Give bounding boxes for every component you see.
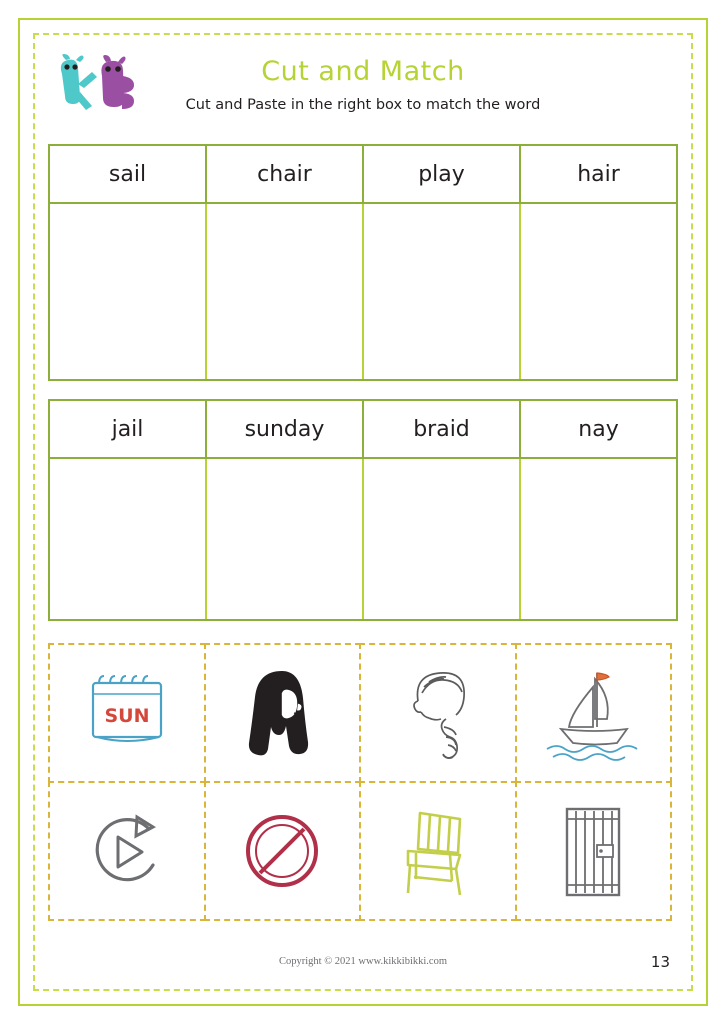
word-table-2 xyxy=(48,399,678,621)
paste-cell[interactable] xyxy=(364,204,521,379)
page-title: Cut and Match xyxy=(261,56,465,87)
paste-row-1 xyxy=(50,204,676,379)
play-replay-icon xyxy=(79,803,175,899)
sun-calendar-icon xyxy=(79,670,175,756)
jail-cell-icon xyxy=(553,801,633,901)
paste-row-2 xyxy=(50,459,676,619)
paste-cell[interactable] xyxy=(50,459,207,619)
word-cell: play xyxy=(364,146,521,204)
word-row-2 xyxy=(50,401,676,459)
page-number: 13 xyxy=(650,953,670,971)
word-cell: sail xyxy=(50,146,207,204)
page-subtitle: Cut and Paste in the right box to match the word xyxy=(185,97,541,113)
worksheet-footer xyxy=(48,953,678,978)
word-table-1 xyxy=(48,144,678,381)
word-cell: sunday xyxy=(207,401,364,459)
paste-cell[interactable] xyxy=(521,459,676,619)
chair-icon xyxy=(390,801,486,901)
svg-text:SUN: SUN xyxy=(104,705,150,727)
kikkibikki-logo xyxy=(56,54,148,116)
paste-cell[interactable] xyxy=(207,204,364,379)
cutout-sailboat[interactable] xyxy=(515,643,673,783)
cutout-play-replay[interactable] xyxy=(48,781,206,921)
cutout-braid-hair[interactable] xyxy=(359,643,517,783)
braid-hair-icon xyxy=(388,663,488,763)
cutout-sun-calendar[interactable] xyxy=(48,643,206,783)
word-row-1 xyxy=(50,146,676,204)
sailboat-icon xyxy=(539,665,647,761)
worksheet-content xyxy=(48,40,678,984)
paste-cell[interactable] xyxy=(364,459,521,619)
long-hair-icon xyxy=(232,663,332,763)
cutout-jail-cell[interactable] xyxy=(515,781,673,921)
worksheet-header xyxy=(48,40,678,132)
cutout-chair[interactable] xyxy=(359,781,517,921)
word-cell: braid xyxy=(364,401,521,459)
cutout-row xyxy=(48,643,678,781)
paste-cell[interactable] xyxy=(521,204,676,379)
cutout-grid xyxy=(48,643,678,919)
paste-cell[interactable] xyxy=(207,459,364,619)
copyright-text: Copyright © 2021 www.kikkibikki.com xyxy=(279,956,447,967)
word-cell: hair xyxy=(521,146,676,204)
word-cell: jail xyxy=(50,401,207,459)
word-cell: chair xyxy=(207,146,364,204)
cutout-row xyxy=(48,781,678,919)
no-entry-icon xyxy=(236,805,328,897)
word-cell: nay xyxy=(521,401,676,459)
paste-cell[interactable] xyxy=(50,204,207,379)
cutout-no-entry[interactable] xyxy=(204,781,362,921)
cutout-long-hair[interactable] xyxy=(204,643,362,783)
